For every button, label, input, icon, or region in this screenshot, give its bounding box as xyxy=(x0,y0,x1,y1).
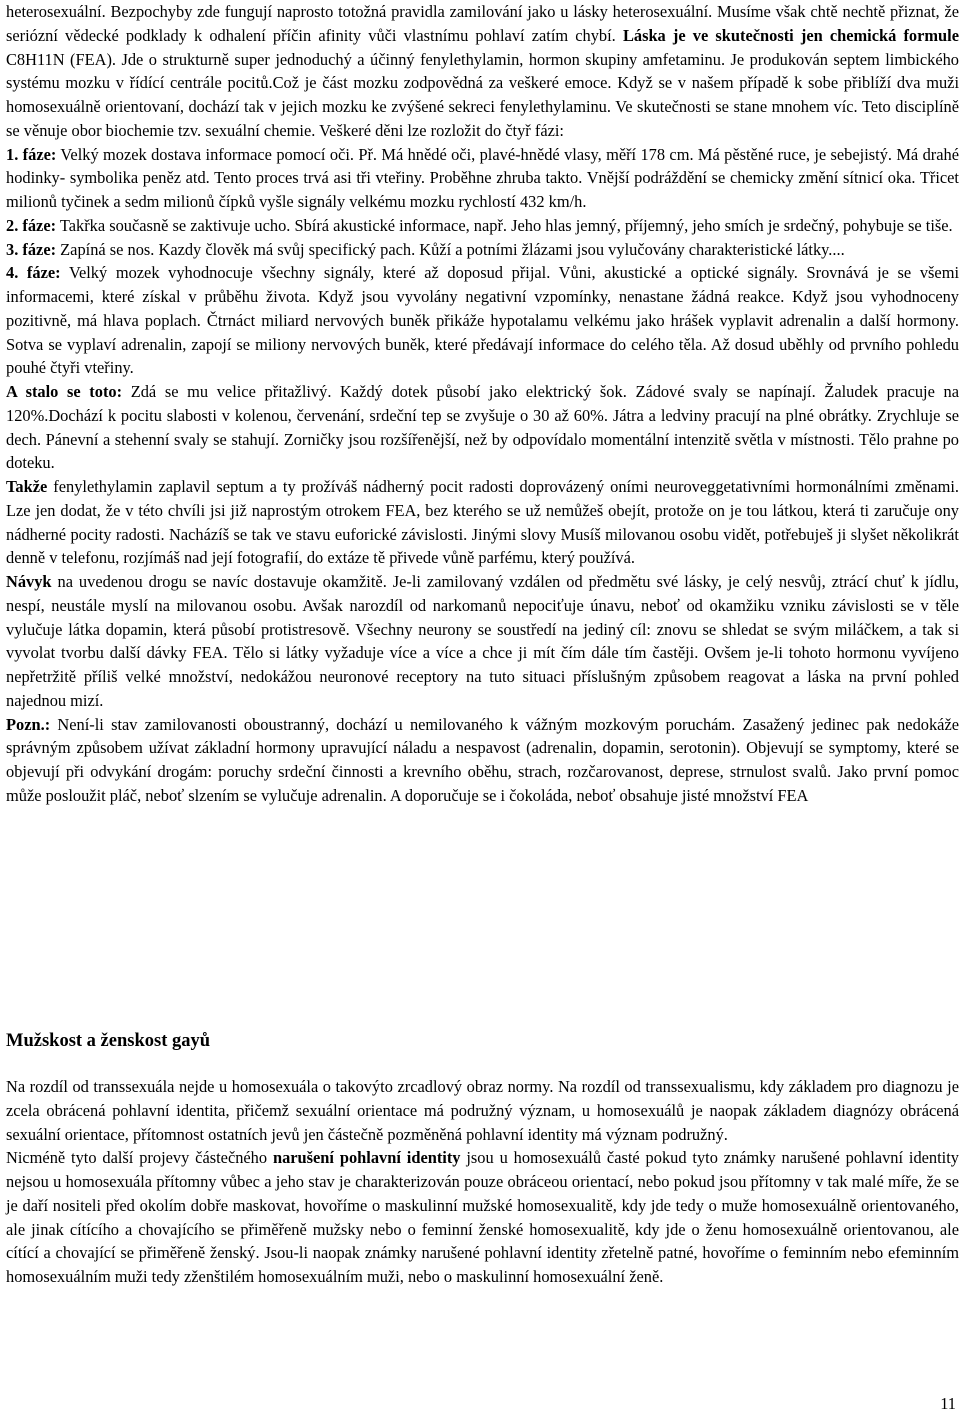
paragraph-phase-3: 3. fáze: Zapíná se nos. Kazdy člověk má svůj specifický pach. Kůží a potními žlázami jsou vylučovány charakteristické látky.... xyxy=(6,239,845,259)
bold-run: 4. fáze: xyxy=(6,263,61,283)
paragraph-takze: Takže fenylethylamin zaplavil septum a ty prožíváš nádherný pocit radosti doprovázený oními neuroveggetativními hormonálními změnami. Lze jen dodat, že v této chvíli jsi již naprostým otrokem FEA, bez kterého se už nemůžeš obejít, protože on je tou látkou, která ti zaručuje ony nádherné pocity radosti. Nacházíš se tak ve stavu euforické závislosti. Jinými slovy Musíš milovanou osobu vidět, potřebuješ ji slyšet několikrát denně v telefonu, rozjímáš nad její fotografií, do extáze tě přivede vůně parfému, který používá. xyxy=(6,477,959,568)
section-1 xyxy=(6,0,959,808)
bold-run: Pozn.: xyxy=(6,714,51,734)
bold-run: Láska je ve skutečnosti jen chemická formule xyxy=(622,25,959,45)
paragraph-phase-1: 1. fáze: Velký mozek dostava informace pomocí oči. Př. Má hnědé oči, plavé-hnědé vlasy, měří 178 cm. Má pěstěné ruce, je sebejistý. Má drahé hodinky- symbolika peněz atd. Tento proces trvá asi tři vteřiny. Proběhne zhruba takto. Vnější podráždění se chemicky změní sítnicí oka. Třicet milionů tyčinek a sedm milionů čípků vyšle signály velkému mozku rychlostí 432 km/h. xyxy=(6,144,959,211)
paragraph-identity: Nicméně tyto další projevy částečného narušení pohlavní identity jsou u homosexuálů časté pokud tyto známky narušené pohlavní identity nejsou u homosexuála přítomny vůbec a jeho stav je charakterizován pouze obráceou orientací, nebo pokud jsou přítomny v tak malé míře, že se je daří nositeli před okolím dobře maskovat, hovoříme o maskulinní mužské homosexualitě, kdy jde tedy o muže homosexuálně orientovaného, ale jinak cítícího a chovajícího se přiměřeně mužsky nebo o feminní ženské homosexualitě, kdy jde o ženu homosexuálně orientovanou, ale cítící a chovající se přiměřeně ženský. Jsou-li naopak známky narušené pohlavní identity zřetelně patné, hovoříme o feminním nebo efeminním homosexuálním muži tedy zženštilém homosexuálním muži, nebo o maskulinní homosexuální ženě. xyxy=(6,1148,959,1286)
bold-run: 3. fáze: xyxy=(6,239,57,259)
page-number: 11 xyxy=(940,1394,956,1413)
paragraph-pozn: Pozn.: Není-li stav zamilovanosti oboustranný, dochází u nemilovaného k vážným mozkovým poruchám. Zasažený jedinec pak nedokáže správným způsobem užívat základní hormony upravující náladu a nespavost (adrenalin, dopamin, serotonin). Objevují se symptomy, které se objevují při odvykání drogám: poruchy srdeční činnosti a krevního oběhu, strach, rozčarovanost, deprese, strnulost svalů. Jako první pomoc může posloužit pláč, neboť slzením se vylučuje adrenalin. A doporučuje se i čokoláda, neboť obsahuje jisté množství FEA xyxy=(6,714,959,805)
paragraph-intro: heterosexuální. Bezpochyby zde fungují naprosto totožná pravidla zamilování jako u lásky heterosexuální. Musíme však chtě nechtě přiznat, že seriózní vědecké podklady k odhalení příčin afinity vůči vlastnímu pohlaví zatím chybí. Láska je ve skutečnosti jen chemická formule C8H11N (FEA). Jde o strukturně super jednoduchý a účinný fenylethylamin, hormon skupiny amfetaminu. Je produkován septem limbického systému mozku v řídící centrále pocitů.Což je část mozku zodpovědná za veškeré emoce. Když se v našem případě k sobe přiblíží dva muži homosexuálně orientovaní, dochází tak v jejich mozku ke zvýšené sekreci fenylethylaminu. Ve skutečnosti se stane mnohem víc. Teto disciplíně se věnuje obor biochemie tzv. sexuální chemie. Veškeré děni lze rozložit do čtyř fázi: xyxy=(6,2,959,140)
paragraph-phase-4: 4. fáze: Velký mozek vyhodnocuje všechny signály, které až doposud přijal. Vůni, akustické a optické signály. Srovnává je se všemi informacemi, které získal v průběhu života. Když jsou vyvolány negativní vzpomínky, nenastane žádná reakce. Když jsou vyhodnoceny pozitivně, má hlava poplach. Čtrnáct miliard nervových buněk přikáže hypotalamu velkému jako hrášek vyplavit adrenalin a další hormony. Sotva se vyplaví adrenalin, zapojí se miliony nervových buněk, které předávají informace do celého těla. Až dosud uběhly od prvního pohledu pouhé čtyři vteřiny. xyxy=(6,263,960,378)
paragraph-result: A stalo se toto: Zdá se mu velice přitažlivý. Každý dotek působí jako elektrický šok. Zádové svaly se napínají. Žaludek pracuje na 120%.Dochází k pocitu slabosti v kolenou, červenání, srdeční tep se zvyšuje o 30 až 60%. Játra a ledviny pracují na plné obrátky. Zrychluje se dech. Pánevní a stehenní svaly se stahují. Zorničky jsou rozšířenější, než by odpovídalo momentální intenzitě světla v místnosti. Tělo prahne po doteku. xyxy=(6,382,959,473)
paragraph-transsexual: Na rozdíl od transsexuála nejde u homosexuála o takovýto zrcadlový obraz normy. Na rozdíl od transsexualismu, kdy základem pro diagnozu je zcela obrácená pohlavní identita, přičemž sexuální orientace má podružný význam, u homosexuálů je naopak základem diagnózy obrácená sexuální orientace, přítomnost ostatních jevů jen částečně pozměněná pohlavní identity má význam podružný. xyxy=(6,1077,959,1144)
bold-run: A stalo se toto: xyxy=(6,382,123,401)
section-heading: Mužskost a ženskost gayů xyxy=(6,1031,211,1051)
bold-run: Takže xyxy=(6,477,48,496)
bold-run: 1. fáze: xyxy=(6,144,57,164)
bold-run: 2. fáze: xyxy=(6,215,57,235)
bold-run: narušení pohlavní identity xyxy=(272,1148,461,1168)
paragraph-navyk: Návyk na uvedenou drogu se navíc dostavuje okamžitě. Je-li zamilovaný vzdálen od předmětu své lásky, je celý nesvůj, ztrácí chuť k jídlu, nespí, neustále myslí na milovanou osobu. Avšak narozdíl od narkomanů nepociťuje únavu, neboť od okamžiku vzniku závislosti se v těle vylučuje látka dopamin, která působí protistresově. Všechny neurony se soustředí na jediný cíl: znovu se shledat se svým miláčkem, a tak si vyvolat tvorbu další dávky FEA. Tělo si látky vyžaduje více a více a chce ji mít čím dále tím častěji. Ovšem je-li tohoto hormonu vyvíjeno nepřetržitě příliš velké množství, nedokážou neuronové receptory na tuto situaci příslušným způsobem reagovat a láska na první pohled najednou mizí. xyxy=(6,572,959,710)
paragraph-phase-2: 2. fáze: Takřka současně se zaktivuje ucho. Sbírá akustické informace, např. Jeho hlas jemný, příjemný, jeho smích je srdečný, pohybuje se tiše. xyxy=(6,215,953,235)
bold-run: Návyk xyxy=(6,572,52,591)
section-2 xyxy=(6,1075,959,1289)
